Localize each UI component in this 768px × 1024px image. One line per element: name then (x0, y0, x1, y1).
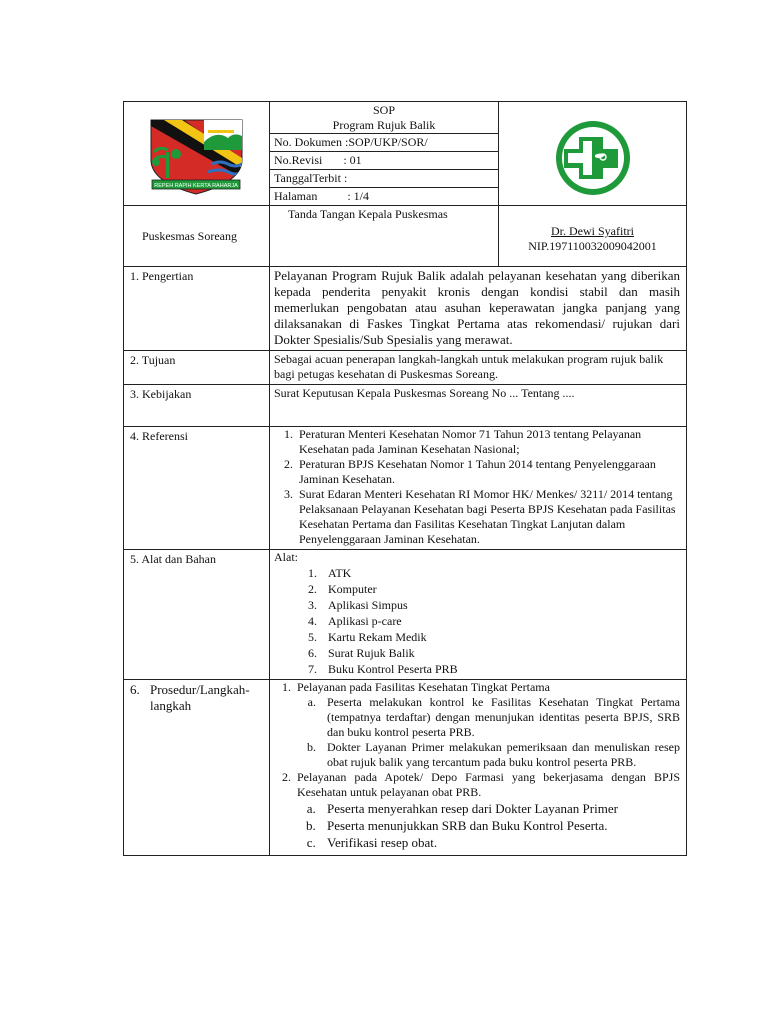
header-info-cell (270, 102, 499, 206)
list-item: 2. Peraturan BPJS Kesehatan Nomor 1 Tahun 2014 tentang Penyelenggaraan Jaminan Kesehatan. (296, 457, 680, 487)
section-label: 3. Kebijakan (124, 385, 270, 427)
signature-row (124, 206, 687, 267)
signatory-name: Dr. Dewi Syafitri (551, 224, 634, 238)
section-content (270, 427, 687, 550)
substep-item: b. Dokter Layanan Primer melakukan pemeriksaan dan menuliskan resep obat rujuk balik yang tercantum pada buku kontrol peserta PRB. (319, 740, 680, 770)
section-prosedur (124, 680, 687, 856)
substep-item: b. Peserta menunjukkan SRB dan Buku Kontrol Peserta. (319, 817, 680, 834)
unit-cell (124, 206, 270, 267)
substep-list (297, 800, 680, 851)
sop-document (123, 101, 686, 856)
section-label: 5. Alat dan Bahan (124, 550, 270, 680)
list-item: 3. Surat Edaran Menteri Kesehatan RI Momor HK/ Menkes/ 3211/ 2014 tentang Pelaksanaan Pelayanan Kesehatan bagi Peserta BPJS Kesehatan pada Fasilitas Kesehatan Pertama dan Fasilitas Kesehatan Tingkat Lanjutan dalam Penyelenggaraan Jaminan Kesehatan. (296, 487, 680, 547)
kemenkes-logo-cell (499, 102, 687, 206)
kemenkes-cross-icon (499, 102, 687, 200)
section-referensi (124, 427, 687, 550)
section-label: Prosedur/Langkah-langkah (150, 682, 250, 713)
procedure-step (294, 770, 680, 851)
list-item: 7. Buku Kontrol Peserta PRB (320, 661, 680, 677)
section-content (270, 680, 687, 856)
sop-table (123, 101, 687, 856)
section-text: Pelayanan Program Rujuk Balik adalah pelayanan kesehatan yang diberikan kepada penderita penyakit kronis dengan kondisi stabil dan masih memerlukan pengobatan atau asuhan keperawatan jangka panjang yang dilaksanakan di Faskes Tingkat Pertama atas rekomendasi/ rujukan dari Dokter Spesialis/Sub Spesialis yang merawat. (270, 267, 687, 351)
page-number: Halaman : 1/4 (274, 189, 369, 203)
list-item: 6. Surat Rujuk Balik (320, 645, 680, 661)
step-text: Pelayanan pada Fasilitas Kesehatan Tingkat Pertama (297, 680, 550, 694)
section-alat (124, 550, 687, 680)
section-label: 2. Tujuan (124, 351, 270, 385)
list-item: 5. Kartu Rekam Medik (320, 629, 680, 645)
header-row (124, 102, 687, 206)
substep-item: a. Peserta melakukan kontrol ke Fasilitas Kesehatan Tingkat Pertama (tempatnya terdaftar) dengan menunjukan identitas peserta BPJS, SRB dan buku kontrol peserta PRB. (319, 695, 680, 740)
section-label: 4. Referensi (124, 427, 270, 550)
sop-subtitle: Program Rujuk Balik (332, 118, 436, 132)
doc-number: No. Dokumen :SOP/UKP/SOR/ (270, 134, 498, 152)
procedure-step (294, 680, 680, 770)
unit-name: Puskesmas Soreang (142, 228, 237, 243)
list-item: 1. Peraturan Menteri Kesehatan Nomor 71 Tahun 2013 tentang Pelayanan Kesehatan pada Jaminan Kesehatan Nasional; (296, 427, 680, 457)
list-item: 2. Komputer (320, 581, 680, 597)
section-label: 1. Pengertian (124, 267, 270, 351)
signatory-cell (499, 206, 687, 267)
regency-coat-of-arms-icon (124, 102, 270, 200)
section-tujuan (124, 351, 687, 385)
signature-caption: Tanda Tangan Kepala Puskesmas (288, 207, 448, 221)
reference-list (274, 427, 680, 547)
list-item: 1. ATK (320, 565, 680, 581)
substep-list (297, 695, 680, 770)
regency-logo-cell (124, 102, 270, 206)
section-content (270, 550, 687, 680)
substep-item: a. Peserta menyerahkan resep dari Dokter Layanan Primer (319, 800, 680, 817)
procedure-list (274, 680, 680, 851)
tools-list (274, 565, 680, 677)
substep-item: c. Verifikasi resep obat. (319, 834, 680, 851)
section-kebijakan (124, 385, 687, 427)
revision-number: No.Revisi : 01 (270, 152, 498, 170)
section-text: Sebagai acuan penerapan langkah-langkah untuk melakukan program rujuk balik bagi petugas kesehatan di Puskesmas Soreang. (270, 351, 687, 385)
section-label-cell (124, 680, 270, 856)
publish-date: TanggalTerbit : (270, 170, 498, 188)
svg-text:REPEH RAPIH KERTA RAHARJA: REPEH RAPIH KERTA RAHARJA (154, 183, 238, 189)
sop-title: SOP (372, 103, 395, 117)
list-item: 4. Aplikasi p-care (320, 613, 680, 629)
signature-caption-cell (270, 206, 499, 267)
section-pengertian (124, 267, 687, 351)
step-text: Pelayanan pada Apotek/ Depo Farmasi yang bekerjasama dengan BPJS Kesehatan untuk pelayanan obat PRB. (297, 770, 680, 799)
tools-intro: Alat: (274, 550, 298, 564)
section-text: Surat Keputusan Kepala Puskesmas Soreang No ... Tentang .... (270, 385, 687, 427)
section-number: 6. (130, 682, 140, 697)
signatory-nip: NIP.197110032009042001 (528, 239, 657, 253)
list-item: 3. Aplikasi Simpus (320, 597, 680, 613)
